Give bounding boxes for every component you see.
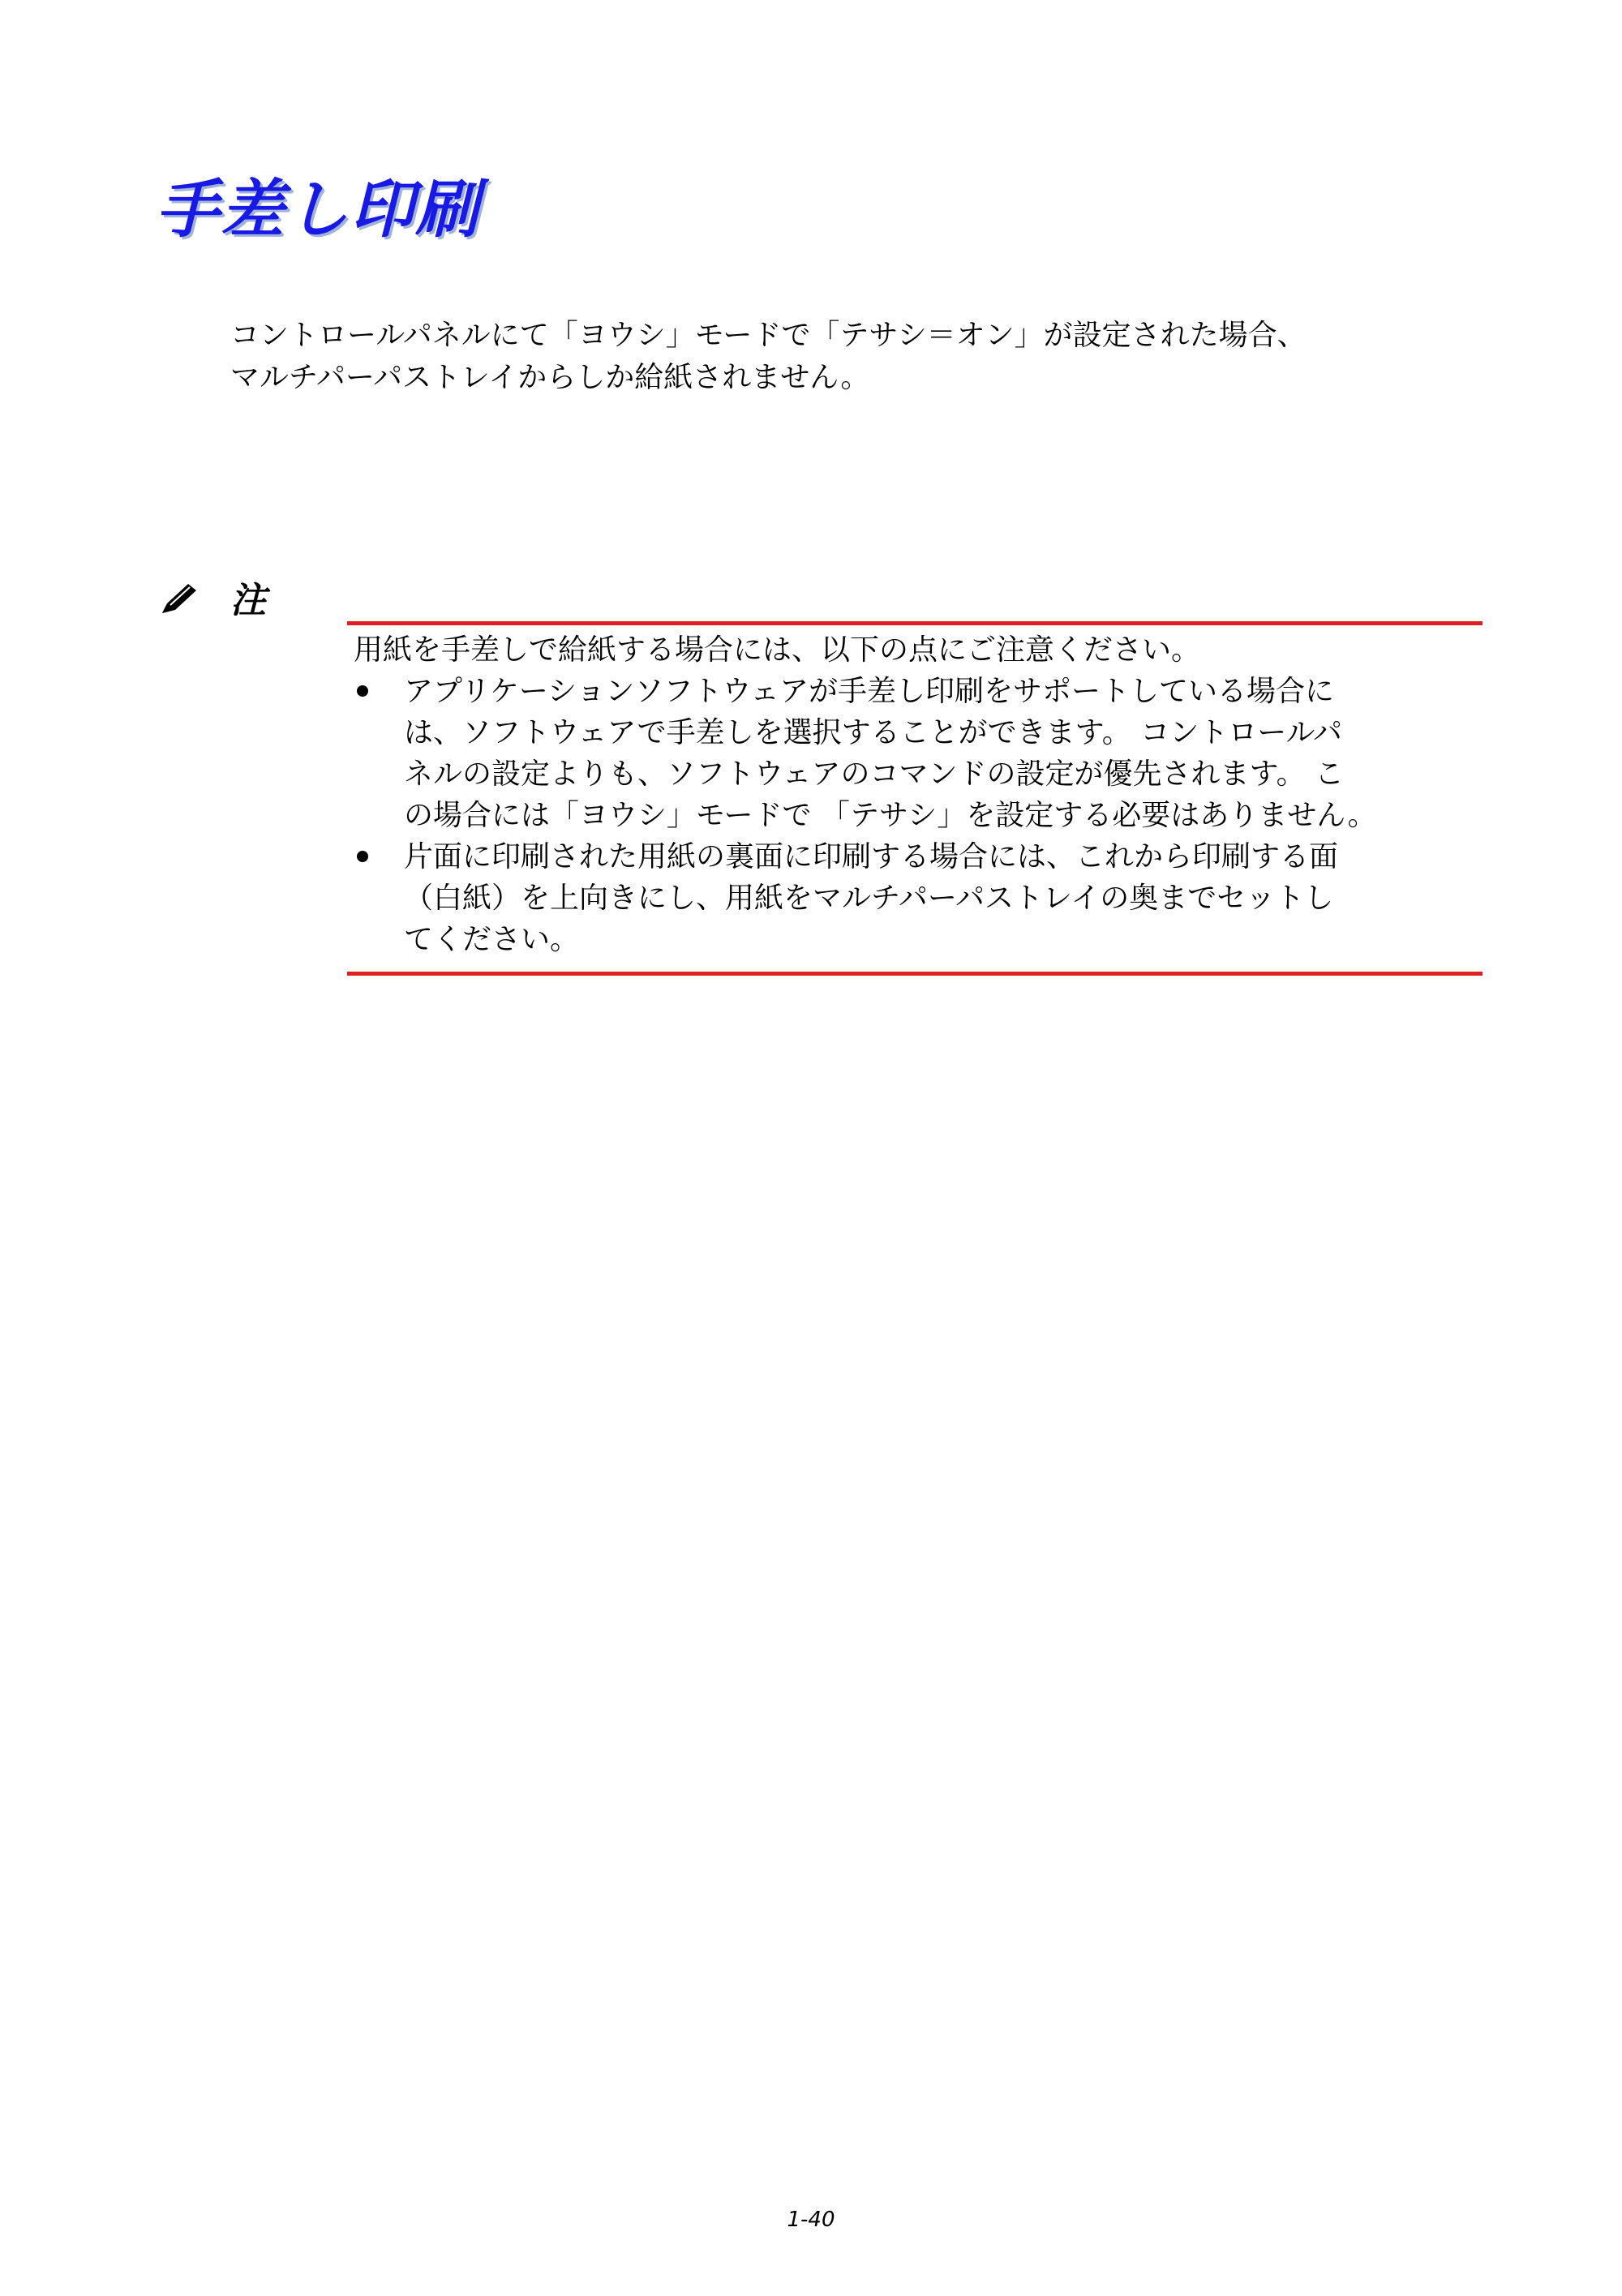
note-lead: 用紙を手差しで給紙する場合には、以下の点にご注意ください。 <box>354 633 1201 667</box>
intro-paragraph <box>230 315 1495 399</box>
bullet-line: アプリケーションソフトウェアが手差し印刷をサポートしている場合に <box>404 675 1334 708</box>
note-body <box>354 629 1497 960</box>
list-item <box>354 671 1497 836</box>
note-bottom-divider <box>347 972 1483 976</box>
intro-line: コントロールパネルにて「ヨウシ」モードで「テサシ＝オン」が設定された場合、 <box>230 319 1307 352</box>
note-top-divider <box>347 621 1483 625</box>
bullet-line: ネルの設定よりも、ソフトウェアのコマンドの設定が優先されます。 こ <box>404 757 1345 791</box>
page-number: 1-40 <box>787 2208 835 2232</box>
bullet-line: （白紙）を上向きにし、用紙をマルチパーパストレイの奥までセットし <box>404 882 1334 915</box>
bullet-line: は、ソフトウェアで手差しを選択することができます。 コントロールパ <box>404 716 1342 749</box>
bullet-line: 片面に印刷された用紙の裏面に印刷する場合には、これから印刷する面 <box>404 840 1339 873</box>
intro-line: マルチパーパストレイからしか給紙されません。 <box>230 361 870 394</box>
note-bullet-list <box>354 671 1497 960</box>
note-label: 注 <box>230 580 266 621</box>
bullet-icon <box>357 685 368 697</box>
list-item <box>354 836 1497 960</box>
bullet-icon <box>357 851 368 862</box>
pen-icon <box>159 581 200 616</box>
page-title: 手差し印刷 <box>156 174 481 247</box>
bullet-line: てください。 <box>404 923 580 956</box>
bullet-line: の場合には「ヨウシ」モードで 「テサシ」を設定する必要はありません。 <box>404 799 1377 832</box>
